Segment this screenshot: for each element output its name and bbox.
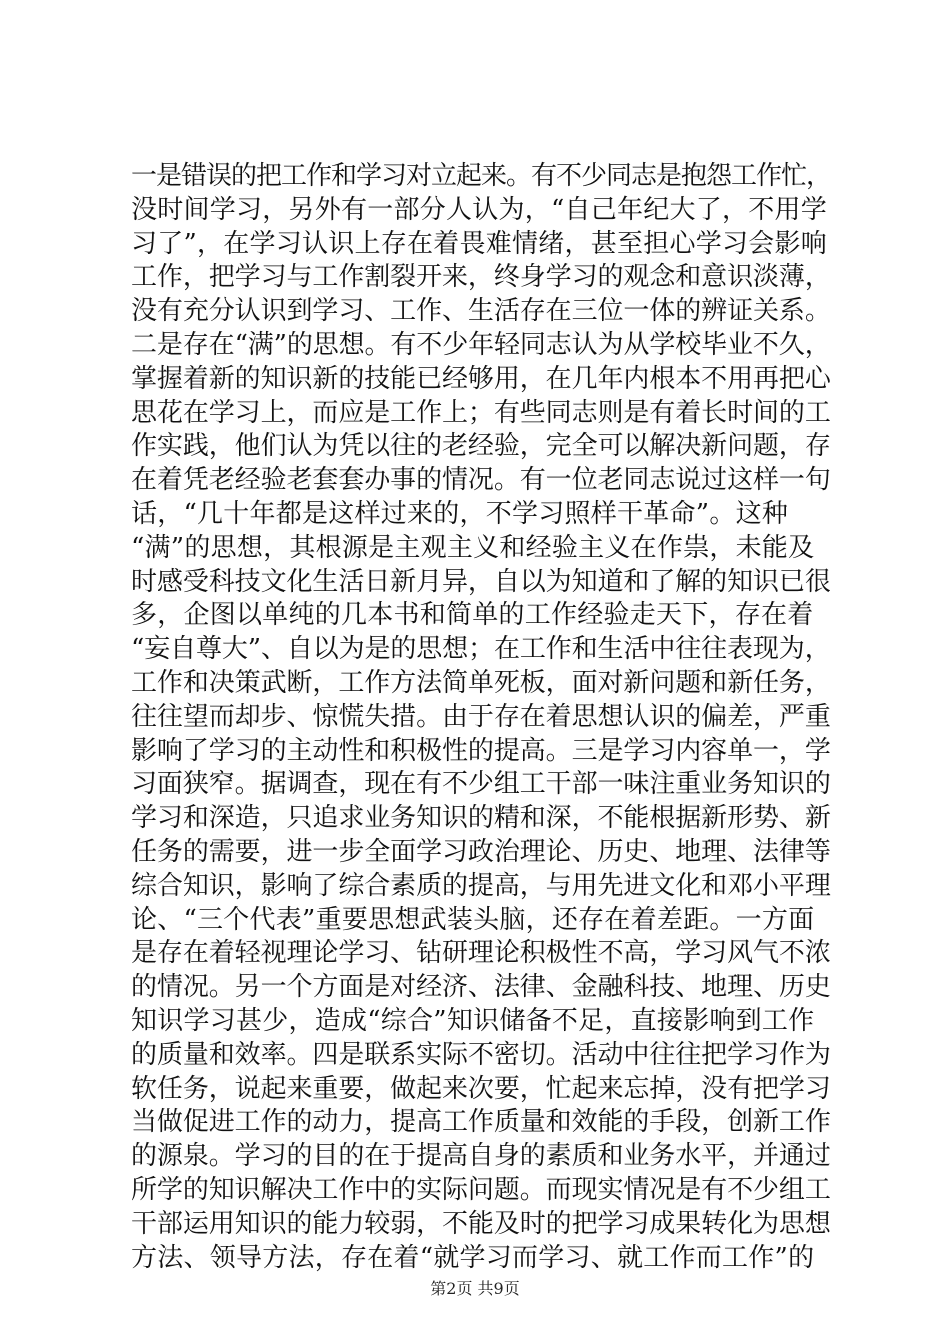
text-line: 习面狭窄。据调查，现在有不少组工干部一味注重业务知识的 <box>131 769 831 800</box>
text-line: 知识学习甚少，造成“综合”知识储备不足，直接影响到工作 <box>131 1005 815 1036</box>
text-line: 是存在着轻视理论学习、钻研理论积极性不高，学习风气不浓 <box>131 938 831 969</box>
text-line: 影响了学习的主动性和积极性的提高。三是学习内容单一，学 <box>131 735 831 766</box>
text-line: 的情况。另一个方面是对经济、法律、金融科技、地理、历史 <box>131 972 831 1003</box>
text-line: 在着凭老经验老套套办事的情况。有一位老同志说过这样一句 <box>131 465 831 496</box>
text-line: 的源泉。学习的目的在于提高自身的素质和业务水平，并通过 <box>131 1141 831 1172</box>
text-line: 话，“几十年都是这样过来的，不学习照样干革命”。这种 <box>131 498 789 529</box>
text-line: 没时间学习，另外有一部分人认为，“自己年纪大了，不用学 <box>131 194 828 225</box>
text-line: “满”的思想，其根源是主观主义和经验主义在作祟，未能及 <box>131 532 815 563</box>
text-line: 工作，把学习与工作割裂开来，终身学习的观念和意识淡薄， <box>131 262 831 293</box>
text-line: 工作和决策武断，工作方法简单死板，面对新问题和新任务， <box>131 667 831 698</box>
text-line: 往往望而却步、惊慌失措。由于存在着思想认识的偏差，严重 <box>131 701 831 732</box>
text-line: 论、“三个代表”重要思想武装头脑，还存在着差距。一方面 <box>131 904 815 935</box>
text-line: 任务的需要，进一步全面学习政治理论、历史、地理、法律等 <box>131 836 831 867</box>
text-line: 所学的知识解决工作中的实际问题。而现实情况是有不少组工 <box>131 1174 831 1205</box>
text-line: 综合知识，影响了综合素质的提高，与用先进文化和邓小平理 <box>131 870 831 901</box>
text-line: 多，企图以单纯的几本书和简单的工作经验走天下，存在着 <box>131 600 814 631</box>
text-line: 思花在学习上，而应是工作上；有些同志则是有着长时间的工 <box>131 397 831 428</box>
text-line: “妄自尊大”、自以为是的思想；在工作和生活中往往表现为， <box>131 634 831 665</box>
text-line: 的质量和效率。四是联系实际不密切。活动中往往把学习作为 <box>131 1039 831 1070</box>
text-line: 一是错误的把工作和学习对立起来。有不少同志是抱怨工作忙， <box>131 161 832 191</box>
text-line: 没有充分认识到学习、工作、生活存在三位一体的辨证关系。 <box>131 296 831 327</box>
body-text <box>131 160 831 1275</box>
text-line: 学习和深造，只追求业务知识的精和深，不能根据新形势、新 <box>131 803 831 834</box>
text-line: 当做促进工作的动力，提高工作质量和效能的手段，创新工作 <box>131 1107 831 1138</box>
text-line: 方法、领导方法，存在着“就学习而学习、就工作而工作”的 <box>131 1242 815 1273</box>
text-line: 习了”，在学习认识上存在着畏难情绪，甚至担心学习会影响 <box>131 228 828 259</box>
text-line: 作实践，他们认为凭以往的老经验，完全可以解决新问题，存 <box>131 431 831 462</box>
page-number-footer: 第2页 共9页 <box>430 1279 520 1298</box>
text-line: 二是存在“满”的思想。有不少年轻同志认为从学校毕业不久， <box>131 329 831 360</box>
text-line: 干部运用知识的能力较弱，不能及时的把学习成果转化为思想 <box>131 1208 831 1239</box>
text-line: 软任务，说起来重要，做起来次要，忙起来忘掉，没有把学习 <box>131 1073 831 1104</box>
text-line: 时感受科技文化生活日新月异，自以为知道和了解的知识已很 <box>131 566 831 597</box>
text-line: 掌握着新的知识新的技能已经够用，在几年内根本不用再把心 <box>131 363 831 394</box>
